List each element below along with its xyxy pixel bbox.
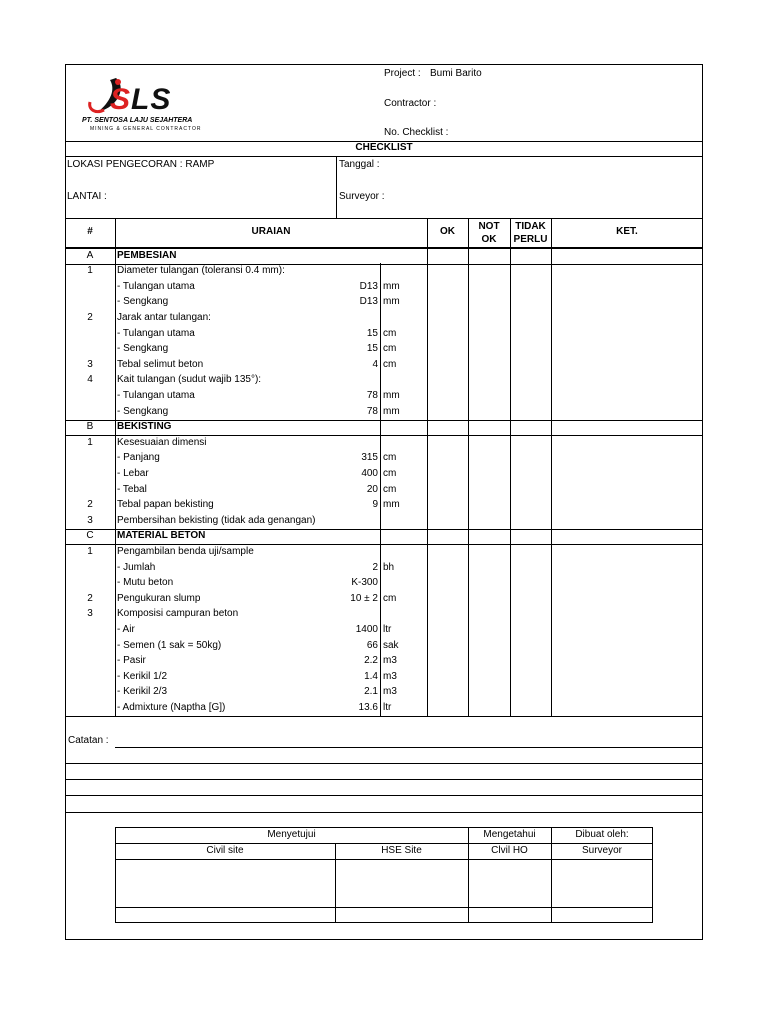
row-unit: cm [383,343,397,355]
cell-tidak-perlu[interactable] [511,607,550,623]
col-tidakperlu-header-1: TIDAK [515,221,546,232]
row-description: - Pasir [117,655,146,667]
row-description: Komposisi campuran beton [117,608,239,620]
cell-tidak-perlu[interactable] [511,529,550,545]
cell-ok[interactable] [428,342,467,358]
section-title: PEMBESIAN [117,249,177,261]
row-value: 13.6 [358,701,378,713]
cell-not-ok[interactable] [469,404,509,420]
acknowledge-label: Mengetahui [483,829,536,840]
cell-ok[interactable] [428,466,467,482]
row-value: 10 ± 2 [350,592,378,604]
cell-ket[interactable] [552,373,702,389]
col-ok-header: OK [440,226,455,237]
cell-ket[interactable] [552,529,702,545]
row-description: Pengambilan benda uji/sample [117,545,254,557]
cell-tidak-perlu[interactable] [511,544,550,560]
cell-ket[interactable] [552,482,702,498]
notes-line-1[interactable] [115,747,703,748]
row-description: - Tulangan utama [117,389,195,401]
row-unit: ltr [383,623,392,635]
cell-not-ok[interactable] [469,513,509,529]
cell-tidak-perlu[interactable] [511,279,550,295]
row-number: 2 [87,592,93,604]
project-value: Bumi Barito [430,68,482,79]
cell-tidak-perlu[interactable] [511,622,550,638]
cell-not-ok[interactable] [469,654,509,670]
page-title: CHECKLIST [355,142,413,153]
cell-ok[interactable] [428,388,467,404]
cell-tidak-perlu[interactable] [511,342,550,358]
cell-not-ok[interactable] [469,638,509,654]
col-uraian-header: URAIAN [251,226,291,237]
cell-tidak-perlu[interactable] [511,420,550,436]
cell-ok[interactable] [428,622,467,638]
row-unit: bh [383,561,395,573]
cell-not-ok[interactable] [469,388,509,404]
civil-ho-signature-box[interactable] [469,860,550,906]
cell-ket[interactable] [552,326,702,342]
cell-ket[interactable] [552,310,702,326]
cell-tidak-perlu[interactable] [511,654,550,670]
row-value: 315 [361,452,378,464]
cell-tidak-perlu[interactable] [511,248,550,264]
cell-tidak-perlu[interactable] [511,498,550,514]
checklist-no-label: No. Checklist : [384,127,449,138]
row-number: A [86,249,94,261]
cell-tidak-perlu[interactable] [511,373,550,389]
row-value: 2 [372,561,378,573]
cell-not-ok[interactable] [469,498,509,514]
cell-ket[interactable] [552,420,702,436]
cell-ket[interactable] [552,669,702,685]
row-number: 3 [87,358,93,370]
cell-not-ok[interactable] [469,685,509,701]
cell-ket[interactable] [552,279,702,295]
civil-ho-label: Clvil HO [491,845,528,856]
cell-ok[interactable] [428,373,467,389]
cell-tidak-perlu[interactable] [511,357,550,373]
cell-tidak-perlu[interactable] [511,435,550,451]
cell-ket[interactable] [552,513,702,529]
approve-label: Menyetujui [267,829,316,840]
company-name: PT. SENTOSA LAJU SEJAHTERA [82,117,193,124]
cell-not-ok[interactable] [469,373,509,389]
cell-ket[interactable] [552,404,702,420]
row-unit: cm [383,483,397,495]
cell-not-ok[interactable] [469,279,509,295]
contractor-label: Contractor : [384,98,437,109]
row-unit: cm [383,452,397,464]
made-by-label: Dibuat oleh: [575,829,629,840]
cell-ok[interactable] [428,654,467,670]
notes-line-3[interactable] [65,779,703,780]
project-label: Project : [384,68,421,79]
cell-not-ok[interactable] [469,700,509,716]
cell-ok[interactable] [428,591,467,607]
row-unit: ltr [383,701,392,713]
cell-not-ok[interactable] [469,482,509,498]
row-description: - Kerikil 1/2 [117,670,168,682]
row-description: - Sengkang [117,343,169,355]
cell-ok[interactable] [428,482,467,498]
cell-ket[interactable] [552,498,702,514]
cell-ket[interactable] [552,654,702,670]
row-unit: sak [383,639,399,651]
row-description: Pembersihan bekisting (tidak ada genangan) [117,514,316,526]
row-description: - Mutu beton [117,577,174,589]
row-unit: cm [383,358,397,370]
cell-ok[interactable] [428,310,467,326]
row-description: - Tulangan utama [117,327,195,339]
cell-tidak-perlu[interactable] [511,326,550,342]
cell-ket[interactable] [552,466,702,482]
cell-ok[interactable] [428,248,467,264]
cell-ok[interactable] [428,560,467,576]
cell-not-ok[interactable] [469,544,509,560]
civil-site-label: Civil site [206,845,244,856]
row-description: - Panjang [117,452,160,464]
row-unit: m3 [383,655,397,667]
row-value: 78 [366,389,378,401]
tanggal-field: Tanggal : [339,159,380,170]
cell-tidak-perlu[interactable] [511,451,550,467]
cell-ket[interactable] [552,638,702,654]
cell-ok[interactable] [428,435,467,451]
cell-tidak-perlu[interactable] [511,264,550,280]
cell-not-ok[interactable] [469,248,509,264]
cell-not-ok[interactable] [469,326,509,342]
lokasi-field: LOKASI PENGECORAN : RAMP [67,159,215,170]
col-num-header: # [87,226,93,237]
cell-tidak-perlu[interactable] [511,700,550,716]
cell-ok[interactable] [428,669,467,685]
row-number: 3 [87,608,93,620]
cell-ok[interactable] [428,420,467,436]
hse-site-label: HSE Site [381,845,422,856]
cell-ok[interactable] [428,529,467,545]
hse-site-signature-box[interactable] [336,860,467,906]
cell-ket[interactable] [552,560,702,576]
row-value: 9 [372,499,378,511]
notes-line-4[interactable] [65,795,703,796]
cell-not-ok[interactable] [469,264,509,280]
row-unit: m3 [383,670,397,682]
cell-ok[interactable] [428,264,467,280]
row-value: 400 [361,467,378,479]
row-description: Kesesuaian dimensi [117,436,207,448]
cell-ok[interactable] [428,404,467,420]
row-value: 20 [366,483,378,495]
cell-ok[interactable] [428,326,467,342]
cell-ket[interactable] [552,544,702,560]
cell-tidak-perlu[interactable] [511,560,550,576]
row-description: Kait tulangan (sudut wajib 135°): [117,374,262,386]
row-unit: m3 [383,686,397,698]
civil-site-signature-box[interactable] [116,860,334,906]
surveyor-signature-box[interactable] [552,860,652,906]
cell-tidak-perlu[interactable] [511,685,550,701]
row-value: 15 [366,327,378,339]
cell-not-ok[interactable] [469,560,509,576]
surveyor-field: Surveyor : [339,191,385,202]
notes-line-2[interactable] [65,763,703,764]
cell-tidak-perlu[interactable] [511,591,550,607]
row-unit: cm [383,467,397,479]
cell-ok[interactable] [428,295,467,311]
cell-not-ok[interactable] [469,669,509,685]
row-description: - Tebal [117,483,147,495]
row-description: - Sengkang [117,405,169,417]
cell-ok[interactable] [428,576,467,592]
cell-ok[interactable] [428,700,467,716]
cell-ket[interactable] [552,451,702,467]
row-description: - Admixture (Naptha [G]) [117,701,226,713]
cell-ket[interactable] [552,435,702,451]
row-unit: cm [383,592,397,604]
cell-ket[interactable] [552,357,702,373]
row-value: 15 [366,343,378,355]
cell-ket[interactable] [552,388,702,404]
col-ket-header: KET. [616,226,638,237]
cell-ok[interactable] [428,279,467,295]
surveyor-sign-label: Surveyor [581,845,622,856]
cell-not-ok[interactable] [469,435,509,451]
cell-not-ok[interactable] [469,310,509,326]
col-notok-header-1: NOT [478,221,500,232]
cell-ket[interactable] [552,342,702,358]
cell-ket[interactable] [552,607,702,623]
row-unit: mm [383,405,400,417]
cell-ket[interactable] [552,248,702,264]
row-value: 66 [366,639,378,651]
cell-ket[interactable] [552,591,702,607]
row-value: D13 [359,280,378,292]
cell-tidak-perlu[interactable] [511,576,550,592]
cell-tidak-perlu[interactable] [511,310,550,326]
row-description: Tebal papan bekisting [117,499,214,511]
row-value: 1400 [355,623,378,635]
cell-ket[interactable] [552,685,702,701]
cell-tidak-perlu[interactable] [511,638,550,654]
cell-tidak-perlu[interactable] [511,482,550,498]
row-description: Diameter tulangan (toleransi 0.4 mm): [117,265,285,277]
cell-not-ok[interactable] [469,295,509,311]
cell-ket[interactable] [552,576,702,592]
row-number: 2 [87,311,93,323]
row-description: - Air [117,623,135,635]
row-description: - Semen (1 sak = 50kg) [117,639,222,651]
cell-ok[interactable] [428,451,467,467]
cell-not-ok[interactable] [469,529,509,545]
row-number: 2 [87,499,93,511]
cell-ok[interactable] [428,607,467,623]
row-unit: cm [383,327,397,339]
cell-ket[interactable] [552,622,702,638]
cell-ket[interactable] [552,264,702,280]
cell-tidak-perlu[interactable] [511,295,550,311]
lantai-field: LANTAI : [67,191,107,202]
row-description: Pengukuran slump [117,592,201,604]
cell-not-ok[interactable] [469,420,509,436]
cell-tidak-perlu[interactable] [511,388,550,404]
cell-ok[interactable] [428,544,467,560]
cell-tidak-perlu[interactable] [511,669,550,685]
cell-ok[interactable] [428,498,467,514]
row-description: - Tulangan utama [117,280,195,292]
col-tidakperlu-header-2: PERLU [513,234,548,245]
row-description: Jarak antar tulangan: [117,311,211,323]
cell-tidak-perlu[interactable] [511,513,550,529]
cell-not-ok[interactable] [469,622,509,638]
row-value: D13 [359,296,378,308]
row-description: Tebal selimut beton [117,358,204,370]
company-tagline: MINING & GENERAL CONTRACTOR [90,126,202,132]
col-notok-header-2: OK [481,234,497,245]
cell-not-ok[interactable] [469,466,509,482]
cell-not-ok[interactable] [469,357,509,373]
cell-ok[interactable] [428,685,467,701]
cell-ket[interactable] [552,295,702,311]
cell-ok[interactable] [428,638,467,654]
row-description: - Sengkang [117,296,169,308]
cell-not-ok[interactable] [469,576,509,592]
cell-ok[interactable] [428,357,467,373]
notes-label: Catatan : [68,735,109,746]
row-value: 2.1 [364,686,378,698]
cell-ket[interactable] [552,700,702,716]
cell-not-ok[interactable] [469,342,509,358]
row-description: - Lebar [117,467,149,479]
row-unit: mm [383,499,400,511]
row-unit: mm [383,389,400,401]
row-value: 2.2 [364,655,378,667]
row-number: C [86,530,94,542]
row-unit: mm [383,296,400,308]
row-number: 4 [87,374,93,386]
cell-not-ok[interactable] [469,591,509,607]
row-description: - Kerikil 2/3 [117,686,168,698]
row-value: 4 [372,358,378,370]
section-title: BEKISTING [117,421,172,433]
cell-tidak-perlu[interactable] [511,466,550,482]
row-value: 1.4 [364,670,378,682]
cell-not-ok[interactable] [469,451,509,467]
row-unit: mm [383,280,400,292]
cell-tidak-perlu[interactable] [511,404,550,420]
row-description: - Jumlah [117,561,156,573]
row-value: K-300 [351,577,378,589]
row-value: 78 [366,405,378,417]
cell-not-ok[interactable] [469,607,509,623]
row-number: 1 [87,436,93,448]
row-number: 1 [87,265,93,277]
cell-ok[interactable] [428,513,467,529]
row-number: 1 [87,545,93,557]
section-title: MATERIAL BETON [117,530,206,542]
row-number: B [86,421,94,433]
company-logo-text: SLS [110,83,172,116]
row-number: 3 [87,514,93,526]
